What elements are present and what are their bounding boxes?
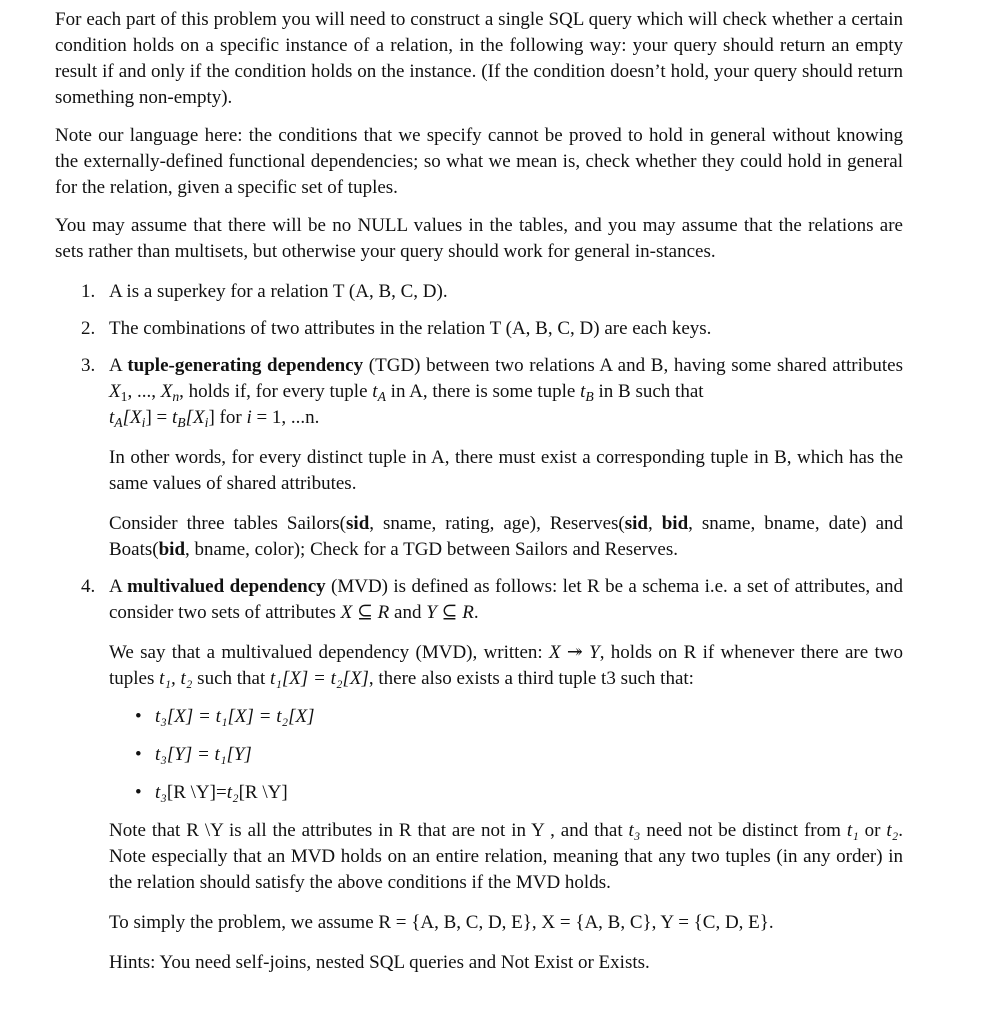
item-number: 3. <box>81 355 96 376</box>
tgd-term: tuple-generating dependency <box>127 355 364 376</box>
problem-item-1 <box>55 279 903 305</box>
problem-list <box>55 279 903 976</box>
item-number: 4. <box>81 576 96 597</box>
mvd-condition: We say that a multivalued dependency (MVD), written: X ↠ Y, holds on R if whenever there are two tuples t₁, t₂ such that t₁[X] = t₂[X], there also exists a third tuple t3 such that: <box>109 642 903 689</box>
mvd-term: multivalued dependency <box>127 576 326 597</box>
tgd-explanation: In other words, for every distinct tuple in A, there must exist a corresponding tuple in B, which has the same values of shared attributes. <box>109 447 903 494</box>
tgd-task: Consider three tables Sailors(sid, sname, rating, age), Reserves(sid, bid, sname, bname, date) and Boats(bid, bname, color); Check for a TGD between Sailors and Reserves. <box>109 513 903 560</box>
mvd-condition-list <box>109 704 903 806</box>
list-item: • t₃[R \Y]=t₂[R \Y] <box>109 780 903 806</box>
problem-item-3 <box>55 353 903 563</box>
bullet-icon: • <box>135 706 142 727</box>
item-number: 1. <box>81 281 96 302</box>
intro-paragraph-1: For each part of this problem you will need to construct a single SQL query which will check whether a certain condition holds on a specific instance of a relation, in the following way: your query should return an empty result if and only if the condition holds on the instance. (If the condition doesn’t hold, your query should return something non-empty). <box>55 9 903 108</box>
item-text: A is a superkey for a relation T (A, B, C, D). <box>109 281 448 302</box>
mvd-simplification: To simply the problem, we assume R = {A, B, C, D, E}, X = {A, B, C}, Y = {C, D, E}. <box>109 912 774 933</box>
item-text: The combinations of two attributes in the relation T (A, B, C, D) are each keys. <box>109 318 712 339</box>
list-item: • t₃[X] = t₁[X] = t₂[X] <box>109 704 903 730</box>
mvd-hints: Hints: You need self-joins, nested SQL queries and Not Exist or Exists. <box>109 952 650 973</box>
list-item: • t₃[Y] = t₁[Y] <box>109 742 903 768</box>
mvd-note: Note that R \Y is all the attributes in R that are not in Y , and that t₃ need not be distinct from t₁ or t₂. Note especially that an MVD holds on an entire relation, meaning that any two tuples (in any order) in the relation should satisfy the above conditions if the MVD holds. <box>109 820 903 893</box>
intro-paragraph-2: Note our language here: the conditions that we specify cannot be proved to hold in general without knowing the externally-defined functional dependencies; so what we mean is, check whether they could hold in general for the relation, given a specific set of tuples. <box>55 125 903 198</box>
bullet-icon: • <box>135 744 142 765</box>
tgd-definition: A tuple-generating dependency (TGD) between two relations A and B, having some shared attributes $X_1$, ..., $X_n$, holds if, for every tuple $t_A$ in A, there is some tuple $t_B$ in B such that $t_A[X_i] = t_B[X_i]$ for i = 1, ...n. <box>109 355 903 431</box>
item-number: 2. <box>81 318 96 339</box>
problem-item-4 <box>55 574 903 976</box>
bullet-icon: • <box>135 782 142 803</box>
intro-paragraph-3: You may assume that there will be no NULL values in the tables, and you may assume that the relations are sets rather than multisets, but otherwise your query should work for general in-stances. <box>55 215 903 262</box>
problem-item-2 <box>55 316 903 342</box>
mvd-definition: A multivalued dependency (MVD) is defined as follows: let R be a schema i.e. a set of attributes, and consider two sets of attributes X ⊆ R and Y ⊆ R. <box>109 576 903 623</box>
